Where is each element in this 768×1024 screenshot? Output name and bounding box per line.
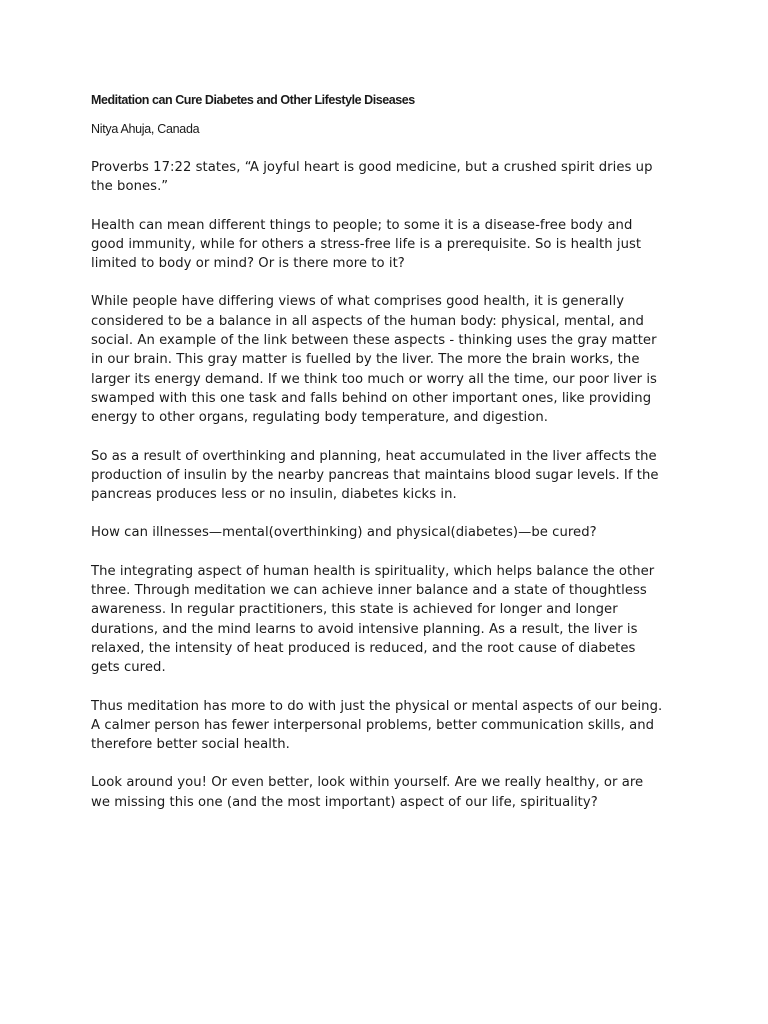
text-line: So as a result of overthinking and planning, heat accumulated in the liver affects the xyxy=(91,448,657,464)
text-line: pancreas produces less or no insulin, diabetes kicks in. xyxy=(91,487,457,503)
text-line: therefore better social health. xyxy=(91,737,290,753)
text-line: we missing this one (and the most important) aspect of our life, spirituality? xyxy=(91,794,598,810)
text-line: Thus meditation has more to do with just the physical or mental aspects of our being. xyxy=(91,698,663,714)
text-line: good immunity, while for others a stress-free life is a prerequisite. So is health just xyxy=(91,236,642,252)
document-author: Nitya Ahuja, Canada xyxy=(91,122,200,136)
document-title: Meditation can Cure Diabetes and Other Lifestyle Diseases xyxy=(91,93,415,107)
paragraph-social-health xyxy=(91,697,691,755)
paragraph-proverb xyxy=(91,158,691,197)
paragraph-health-meaning xyxy=(91,216,691,274)
text-line: energy to other organs, regulating body temperature, and digestion. xyxy=(91,410,548,426)
text-line: Health can mean different things to people; to some it is a disease-free body and xyxy=(91,217,633,233)
text-line: awareness. In regular practitioners, this state is achieved for longer and longer xyxy=(91,602,618,618)
text-line: larger its energy demand. If we think too much or worry all the time, our poor liver is xyxy=(91,371,657,387)
text-line: swamped with this one task and falls behind on other important ones, like providing xyxy=(91,390,652,406)
text-line: Proverbs 17:22 states, “A joyful heart is good medicine, but a crushed spirit dries up xyxy=(91,160,653,175)
text-line: three. Through meditation we can achieve inner balance and a state of thoughtless xyxy=(91,583,647,599)
text-line: production of insulin by the nearby pancreas that maintains blood sugar levels. If the xyxy=(91,467,659,483)
text-line: the bones.” xyxy=(91,179,169,195)
text-line: While people have differing views of what comprises good health, it is generally xyxy=(91,294,625,310)
paragraph-conclusion xyxy=(91,773,691,812)
paragraph-question xyxy=(91,523,691,542)
text-line: limited to body or mind? Or is there more to it? xyxy=(91,256,405,272)
text-line: durations, and the mind learns to avoid intensive planning. As a result, the liver is xyxy=(91,621,638,637)
text-line: relaxed, the intensity of heat produced is reduced, and the root cause of diabetes xyxy=(91,640,636,656)
text-line: A calmer person has fewer interpersonal problems, better communication skills, and xyxy=(91,717,655,733)
text-line: in our brain. This gray matter is fuelled by the liver. The more the brain works, the xyxy=(91,352,640,368)
text-line: Look around you! Or even better, look within yourself. Are we really healthy, or are xyxy=(91,775,644,791)
text-line: social. An example of the link between these aspects - thinking uses the gray matter xyxy=(91,333,657,349)
paragraph-liver-insulin xyxy=(91,447,691,505)
text-line: The integrating aspect of human health is spirituality, which helps balance the other xyxy=(91,563,655,579)
document-body xyxy=(91,158,691,831)
paragraph-balance xyxy=(91,292,691,427)
text-line: considered to be a balance in all aspects of the human body: physical, mental, and xyxy=(91,313,644,329)
text-line: gets cured. xyxy=(91,660,166,676)
text-line: How can illnesses—mental(overthinking) and physical(diabetes)—be cured? xyxy=(91,525,597,541)
paragraph-spirituality xyxy=(91,562,691,678)
